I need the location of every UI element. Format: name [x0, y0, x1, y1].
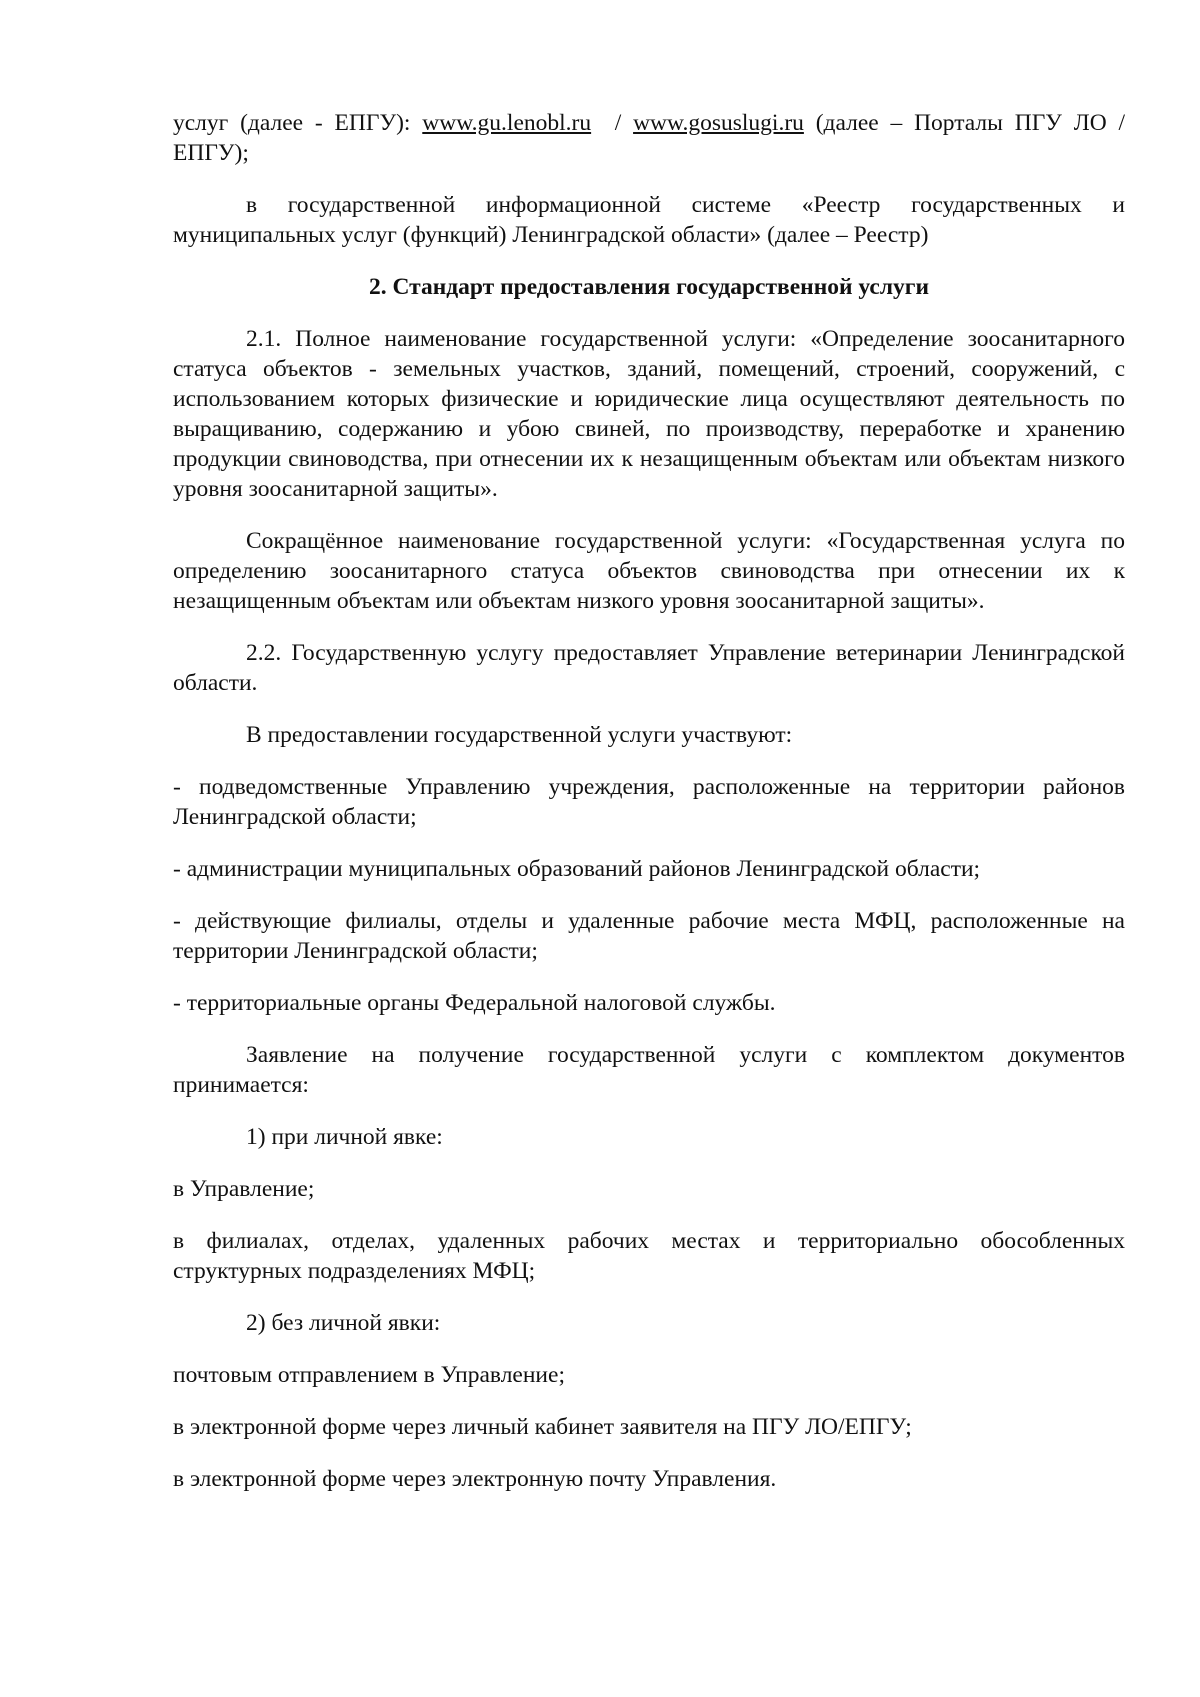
portals-separator: / [591, 110, 634, 136]
paragraph-2-2: 2.2. Государственную услугу предоставляет Управление ветеринарии Ленинградской области. [173, 640, 1125, 696]
portals-paragraph [173, 108, 1125, 168]
document-page [173, 108, 1125, 1516]
participant-item: - подведомственные Управлению учреждения, расположенные на территории районов Ленинградской области; [173, 774, 1125, 830]
remote-item: почтовым отправлением в Управление; [173, 1362, 565, 1388]
remote-item: в электронной форме через электронную почту Управления. [173, 1466, 777, 1492]
section-heading: 2. Стандарт предоставления государственной услуги [368, 274, 930, 300]
short-name-paragraph: Сокращённое наименование государственной услуги: «Государственная услуга по определению зоосанитарного статуса объектов свиноводства при отнесении их к незащищенным объектам или объектам низкого уровня зоосанитарной защиты». [173, 528, 1125, 614]
participants-intro: В предоставлении государственной услуги участвуют: [246, 722, 793, 748]
participant-item: - администрации муниципальных образований районов Ленинградской области; [173, 856, 981, 882]
paragraph-2-1: 2.1. Полное наименование государственной услуги: «Определение зоосанитарного статуса объектов - земельных участков, зданий, помещений, строений, сооружений, с использованием которых физические и юридические лица осуществляют деятельность по выращиванию, содержанию и убою свиней, по производству, переработке и хранению продукции свиноводства, при отнесении их к незащищенным объектам или объектам низкого уровня зоосанитарной защиты». [173, 326, 1125, 502]
remote-heading: 2) без личной явки: [246, 1310, 441, 1336]
link-gu-lenobl[interactable]: www.gu.lenobl.ru [422, 110, 592, 136]
in-person-heading: 1) при личной явке: [246, 1124, 443, 1150]
registry-paragraph: в государственной информационной системе «Реестр государственных и муниципальных услуг (функций) Ленинградской области» (далее – Реестр) [173, 192, 1125, 248]
portals-suffix: (далее – Порталы ПГУ ЛО / ЕПГУ); [173, 110, 1126, 166]
link-gosuslugi[interactable]: www.gosuslugi.ru [633, 110, 804, 136]
in-person-item: в Управление; [173, 1176, 315, 1202]
portals-prefix: услуг (далее - ЕПГУ): [173, 110, 423, 136]
participant-item: - территориальные органы Федеральной налоговой службы. [173, 990, 776, 1016]
application-paragraph: Заявление на получение государственной услуги с комплектом документов принимается: [173, 1042, 1125, 1098]
participant-item: - действующие филиалы, отделы и удаленные рабочие места МФЦ, расположенные на территории Ленинградской области; [173, 908, 1125, 964]
in-person-item: в филиалах, отделах, удаленных рабочих местах и территориально обособленных структурных подразделениях МФЦ; [173, 1228, 1125, 1284]
remote-item: в электронной форме через личный кабинет заявителя на ПГУ ЛО/ЕПГУ; [173, 1414, 912, 1440]
